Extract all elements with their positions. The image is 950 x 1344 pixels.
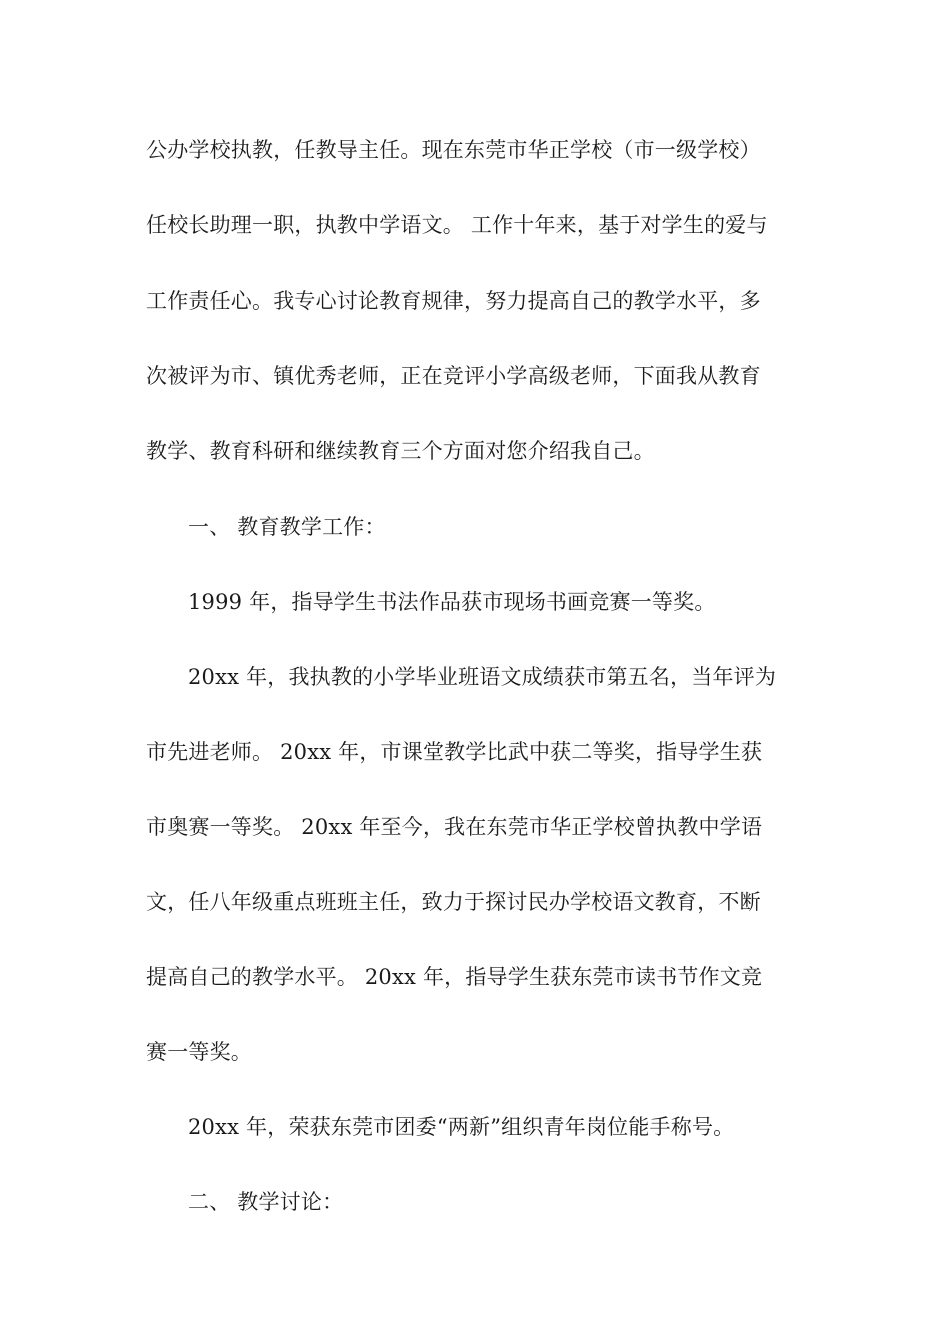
section-heading: 二、 教学讨论： [188,1190,344,1214]
text-line: 市奥赛一等奖。 20xx 年至今，我在东莞市华正学校曾执教中学语 [146,815,763,839]
text-line: 任校长助理一职，执教中学语文。 工作十年来，基于对学生的爱与 [146,213,768,237]
text-line: 提高自己的教学水平。 20xx 年，指导学生获东莞市读书节作文竞 [146,965,763,989]
text-line: 赛一等奖。 [146,1040,252,1064]
text-line: 20xx 年，我执教的小学毕业班语文成绩获市第五名，当年评为 [188,665,777,689]
text-line: 公办学校执教，任教导主任。现在东莞市华正学校（市一级学校） [146,138,761,162]
text-line: 教学、教育科研和继续教育三个方面对您介绍我自己。 [146,439,655,463]
text-line: 1999 年，指导学生书法作品获市现场书画竞赛一等奖。 [188,590,716,614]
section-heading: 一、 教育教学工作： [188,515,386,539]
text-line: 次被评为市、镇优秀老师，正在竞评小学高级老师，下面我从教育 [146,364,761,388]
text-line: 市先进老师。 20xx 年，市课堂教学比武中获二等奖，指导学生获 [146,740,763,764]
text-line: 20xx 年，荣获东莞市团委“两新”组织青年岗位能手称号。 [188,1115,735,1139]
text-line: 文，任八年级重点班班主任，致力于探讨民办学校语文教育，不断 [146,890,761,914]
text-line: 工作责任心。我专心讨论教育规律，努力提高自己的教学水平，多 [146,289,761,313]
